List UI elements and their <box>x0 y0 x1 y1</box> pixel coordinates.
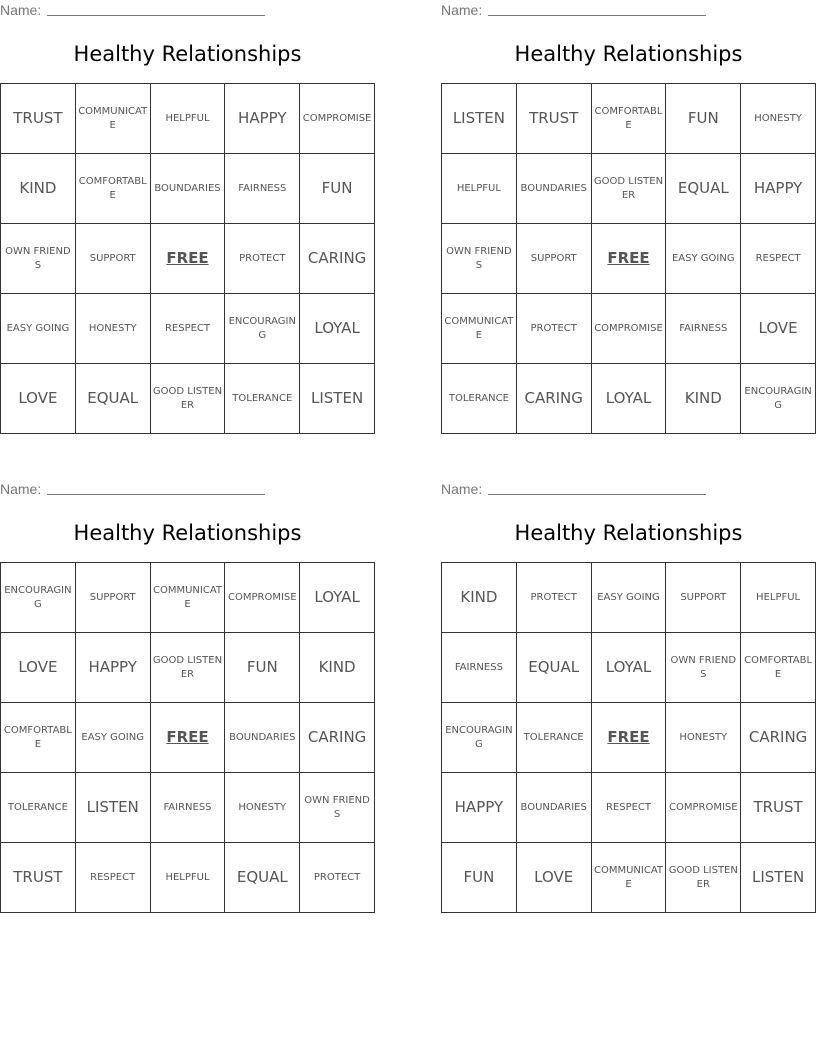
bingo-cell[interactable]: BOUNDARIES <box>517 773 592 843</box>
bingo-cell[interactable]: COMPROMISE <box>592 294 667 364</box>
bingo-cell[interactable]: FUN <box>666 84 741 154</box>
bingo-cell[interactable]: GOOD LISTENER <box>151 633 226 703</box>
bingo-cell[interactable]: KIND <box>666 364 741 434</box>
free-space[interactable]: FREE <box>151 224 226 294</box>
bingo-cell[interactable]: LOVE <box>517 843 592 913</box>
bingo-card-1 <box>0 0 375 435</box>
free-space[interactable]: FREE <box>151 703 226 773</box>
bingo-cell[interactable]: TRUST <box>1 843 76 913</box>
bingo-cell[interactable]: RESPECT <box>592 773 667 843</box>
bingo-cell[interactable]: COMMUNICATE <box>151 563 226 633</box>
bingo-cell[interactable]: FUN <box>300 154 375 224</box>
bingo-cell[interactable]: GOOD LISTENER <box>592 154 667 224</box>
bingo-cell[interactable]: ENCOURAGING <box>741 364 816 434</box>
bingo-cell[interactable]: COMPROMISE <box>225 563 300 633</box>
bingo-cell[interactable]: GOOD LISTENER <box>151 364 226 434</box>
bingo-cell[interactable]: HONESTY <box>225 773 300 843</box>
bingo-cell[interactable]: ENCOURAGING <box>442 703 517 773</box>
bingo-cell[interactable]: TRUST <box>1 84 76 154</box>
bingo-cell[interactable]: EQUAL <box>76 364 151 434</box>
bingo-cell[interactable]: LISTEN <box>442 84 517 154</box>
free-space[interactable]: FREE <box>592 224 667 294</box>
bingo-cell[interactable]: EQUAL <box>666 154 741 224</box>
name-label: Name: <box>441 481 483 497</box>
bingo-cell[interactable]: LOYAL <box>592 364 667 434</box>
bingo-cell[interactable]: TRUST <box>517 84 592 154</box>
bingo-cell[interactable]: PROTECT <box>517 563 592 633</box>
bingo-cell[interactable]: CARING <box>741 703 816 773</box>
bingo-cell[interactable]: FAIRNESS <box>666 294 741 364</box>
bingo-cell[interactable]: LISTEN <box>76 773 151 843</box>
bingo-cell[interactable]: HELPFUL <box>741 563 816 633</box>
bingo-cell[interactable]: TOLERANCE <box>1 773 76 843</box>
bingo-cell[interactable]: COMPROMISE <box>300 84 375 154</box>
bingo-cell[interactable]: HAPPY <box>741 154 816 224</box>
bingo-cell[interactable]: LOYAL <box>300 563 375 633</box>
bingo-cell[interactable]: RESPECT <box>151 294 226 364</box>
bingo-cell[interactable]: OWN FRIENDS <box>442 224 517 294</box>
bingo-cell[interactable]: PROTECT <box>225 224 300 294</box>
bingo-cell[interactable]: SUPPORT <box>76 224 151 294</box>
bingo-cell[interactable]: CARING <box>300 224 375 294</box>
bingo-cell[interactable]: LOVE <box>1 633 76 703</box>
name-line[interactable] <box>47 2 265 16</box>
bingo-cell[interactable]: HELPFUL <box>151 84 226 154</box>
bingo-cell[interactable]: OWN FRIENDS <box>666 633 741 703</box>
bingo-cell[interactable]: HELPFUL <box>151 843 226 913</box>
bingo-cell[interactable]: CARING <box>300 703 375 773</box>
bingo-cell[interactable]: HONESTY <box>741 84 816 154</box>
bingo-cell[interactable]: OWN FRIENDS <box>300 773 375 843</box>
bingo-cell[interactable]: BOUNDARIES <box>225 703 300 773</box>
card-title: Healthy Relationships <box>514 521 743 545</box>
bingo-cell[interactable]: KIND <box>442 563 517 633</box>
name-field[interactable] <box>441 481 706 499</box>
bingo-cell[interactable]: HAPPY <box>442 773 517 843</box>
bingo-cell[interactable]: FUN <box>225 633 300 703</box>
name-field[interactable] <box>0 481 265 499</box>
bingo-card-2 <box>441 0 816 435</box>
bingo-cell[interactable]: EASY GOING <box>76 703 151 773</box>
bingo-cell[interactable]: SUPPORT <box>76 563 151 633</box>
bingo-cell[interactable]: KIND <box>300 633 375 703</box>
bingo-cell[interactable]: FAIRNESS <box>151 773 226 843</box>
bingo-cell[interactable]: TOLERANCE <box>225 364 300 434</box>
bingo-cell[interactable]: ENCOURAGING <box>225 294 300 364</box>
bingo-cell[interactable]: KIND <box>1 154 76 224</box>
bingo-cell[interactable]: EQUAL <box>225 843 300 913</box>
bingo-cell[interactable]: COMFORTABLE <box>592 84 667 154</box>
bingo-grid <box>0 562 375 913</box>
bingo-grid <box>441 562 816 913</box>
bingo-cell[interactable]: EASY GOING <box>666 224 741 294</box>
bingo-cell[interactable]: RESPECT <box>76 843 151 913</box>
bingo-cell[interactable]: HAPPY <box>225 84 300 154</box>
bingo-cell[interactable]: FAIRNESS <box>225 154 300 224</box>
bingo-cell[interactable]: ENCOURAGING <box>1 563 76 633</box>
bingo-cell[interactable]: HAPPY <box>76 633 151 703</box>
bingo-cell[interactable]: OWN FRIENDS <box>1 224 76 294</box>
card-title: Healthy Relationships <box>514 42 743 66</box>
bingo-cell[interactable]: COMMUNICATE <box>76 84 151 154</box>
bingo-cell[interactable]: BOUNDARIES <box>151 154 226 224</box>
bingo-cell[interactable]: TRUST <box>741 773 816 843</box>
name-line[interactable] <box>488 481 706 495</box>
bingo-cell[interactable]: COMPROMISE <box>666 773 741 843</box>
bingo-cell[interactable]: LISTEN <box>741 843 816 913</box>
bingo-cell[interactable]: EQUAL <box>517 633 592 703</box>
card-title: Healthy Relationships <box>73 521 302 545</box>
bingo-cell[interactable]: COMFORTABLE <box>1 703 76 773</box>
bingo-cell[interactable]: COMMUNICATE <box>442 294 517 364</box>
card-title: Healthy Relationships <box>73 42 302 66</box>
bingo-cell[interactable]: PROTECT <box>517 294 592 364</box>
name-field[interactable] <box>441 2 706 20</box>
bingo-cell[interactable]: FAIRNESS <box>442 633 517 703</box>
bingo-cell[interactable]: COMFORTABLE <box>741 633 816 703</box>
bingo-card-4 <box>441 479 816 914</box>
bingo-cell[interactable]: LISTEN <box>300 364 375 434</box>
bingo-cell[interactable]: LOVE <box>1 364 76 434</box>
bingo-cell[interactable]: TOLERANCE <box>517 703 592 773</box>
name-label: Name: <box>0 481 42 497</box>
bingo-card-3 <box>0 479 375 914</box>
bingo-cell[interactable]: HONESTY <box>76 294 151 364</box>
bingo-cell[interactable]: COMFORTABLE <box>76 154 151 224</box>
bingo-cell[interactable]: PROTECT <box>300 843 375 913</box>
bingo-cell[interactable]: COMMUNICATE <box>592 843 667 913</box>
bingo-cell[interactable]: BOUNDARIES <box>517 154 592 224</box>
bingo-cell[interactable]: CARING <box>517 364 592 434</box>
bingo-cell[interactable]: EASY GOING <box>1 294 76 364</box>
bingo-cell[interactable]: LOYAL <box>592 633 667 703</box>
bingo-cell[interactable]: EASY GOING <box>592 563 667 633</box>
bingo-cell[interactable]: LOVE <box>741 294 816 364</box>
name-label: Name: <box>441 2 483 18</box>
bingo-grid <box>441 83 816 434</box>
bingo-cell[interactable]: HELPFUL <box>442 154 517 224</box>
bingo-cell[interactable]: RESPECT <box>741 224 816 294</box>
bingo-cell[interactable]: HONESTY <box>666 703 741 773</box>
bingo-cell[interactable]: SUPPORT <box>517 224 592 294</box>
bingo-cell[interactable]: LOYAL <box>300 294 375 364</box>
bingo-cell[interactable]: GOOD LISTENER <box>666 843 741 913</box>
bingo-cell[interactable]: TOLERANCE <box>442 364 517 434</box>
name-line[interactable] <box>488 2 706 16</box>
bingo-cell[interactable]: SUPPORT <box>666 563 741 633</box>
name-field[interactable] <box>0 2 265 20</box>
free-space[interactable]: FREE <box>592 703 667 773</box>
bingo-cell[interactable]: FUN <box>442 843 517 913</box>
name-label: Name: <box>0 2 42 18</box>
name-line[interactable] <box>47 481 265 495</box>
bingo-grid <box>0 83 375 434</box>
